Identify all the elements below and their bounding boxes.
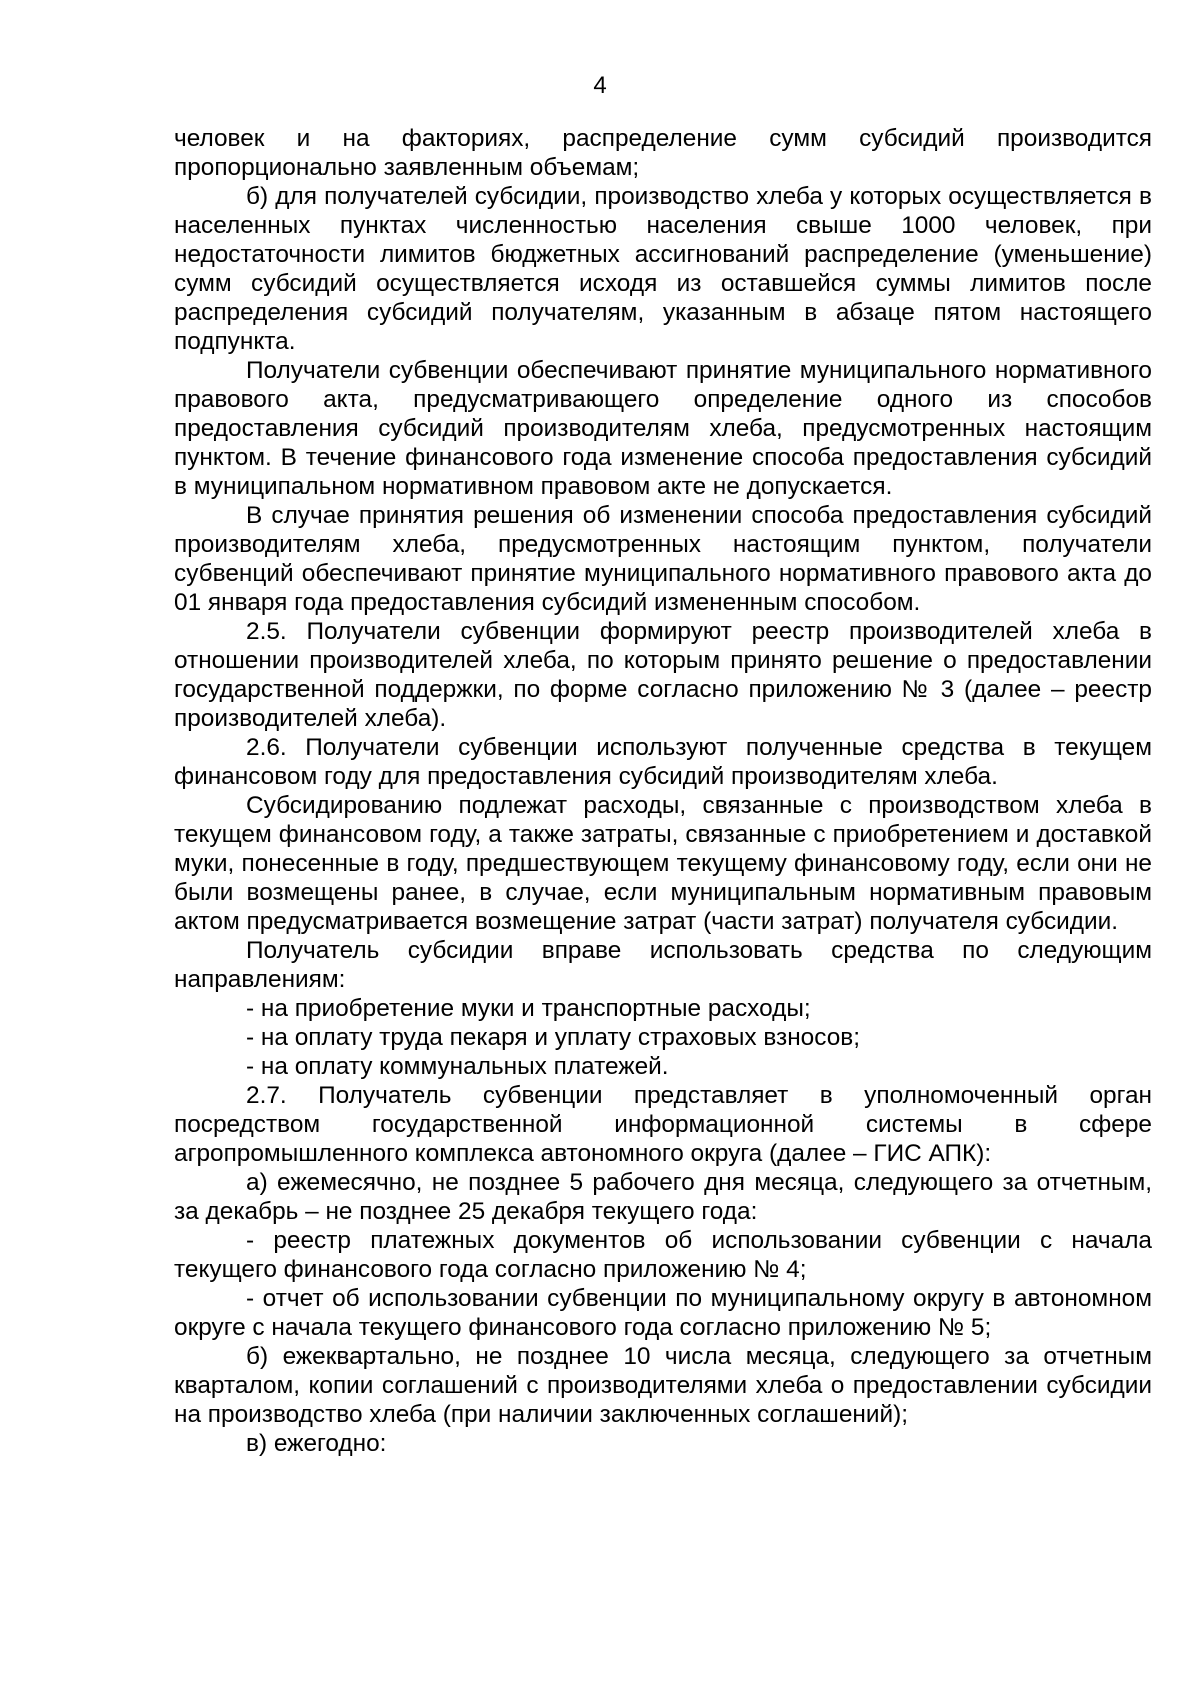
paragraph: В случае принятия решения об изменении способа предоставления субсидий производителям хлеба, предусмотренных настоящим пунктом, получатели субвенций обеспечивают принятие муниципального нормативного правового акта до 01 января года предоставления субсидий измененным способом. bbox=[174, 502, 1152, 616]
paragraph: б) для получателей субсидии, производство хлеба у которых осуществляется в населенных пунктах численностью населения свыше 1000 человек, при недостаточности лимитов бюджетных ассигнований распределение (уменьшение) сумм субсидий осуществляется исходя из оставшейся суммы лимитов после распределения субсидий получателям, указанным в абзаце пятом настоящего подпункта. bbox=[174, 183, 1152, 355]
paragraph: а) ежемесячно, не позднее 5 рабочего дня месяца, следующего за отчетным, за декабрь – не позднее 25 декабря текущего года: bbox=[174, 1169, 1152, 1225]
paragraph: человек и на факториях, распределение сумм субсидий производится пропорционально заявленным объемам; bbox=[174, 125, 1152, 181]
paragraph: Субсидированию подлежат расходы, связанные с производством хлеба в текущем финансовом году, а также затраты, связанные с приобретением и доставкой муки, понесенные в году, предшествующем текущему финансовому году, если они не были возмещены ранее, в случае, если муниципальным нормативным правовым актом предусматривается возмещение затрат (части затрат) получателя субсидии. bbox=[174, 792, 1152, 935]
list-item: - на приобретение муки и транспортные расходы; bbox=[246, 995, 811, 1022]
list-item: - реестр платежных документов об использовании субвенции с начала текущего финансового года согласно приложению № 4; bbox=[174, 1227, 1152, 1283]
page-number: 4 bbox=[593, 72, 607, 99]
paragraph: в) ежегодно: bbox=[246, 1430, 387, 1457]
list-item: - отчет об использовании субвенции по муниципальному округу в автономном округе с начала текущего финансового года согласно приложению № 5; bbox=[174, 1285, 1152, 1341]
paragraph: 2.5. Получатели субвенции формируют реестр производителей хлеба в отношении производителей хлеба, по которым принято решение о предоставлении государственной поддержки, по форме согласно приложению № 3 (далее – реестр производителей хлеба). bbox=[174, 618, 1152, 732]
document-body bbox=[174, 124, 1152, 1458]
paragraph: 2.6. Получатели субвенции используют полученные средства в текущем финансовом году для предоставления субсидий производителям хлеба. bbox=[174, 734, 1152, 790]
list-item: - на оплату коммунальных платежей. bbox=[246, 1053, 669, 1080]
paragraph: Получатели субвенции обеспечивают принятие муниципального нормативного правового акта, предусматривающего определение одного из способов предоставления субсидий производителям хлеба, предусмотренных настоящим пунктом. В течение финансового года изменение способа предоставления субсидий в муниципальном нормативном правовом акте не допускается. bbox=[174, 357, 1152, 500]
list-item: - на оплату труда пекаря и уплату страховых взносов; bbox=[246, 1024, 860, 1051]
paragraph: б) ежеквартально, не позднее 10 числа месяца, следующего за отчетным кварталом, копии соглашений с производителями хлеба о предоставлении субсидии на производство хлеба (при наличии заключенных соглашений); bbox=[174, 1343, 1152, 1428]
paragraph: 2.7. Получатель субвенции представляет в уполномоченный орган посредством государственной информационной системы в сфере агропромышленного комплекса автономного округа (далее – ГИС АПК): bbox=[174, 1082, 1152, 1167]
paragraph: Получатель субсидии вправе использовать средства по следующим направлениям: bbox=[174, 937, 1152, 993]
